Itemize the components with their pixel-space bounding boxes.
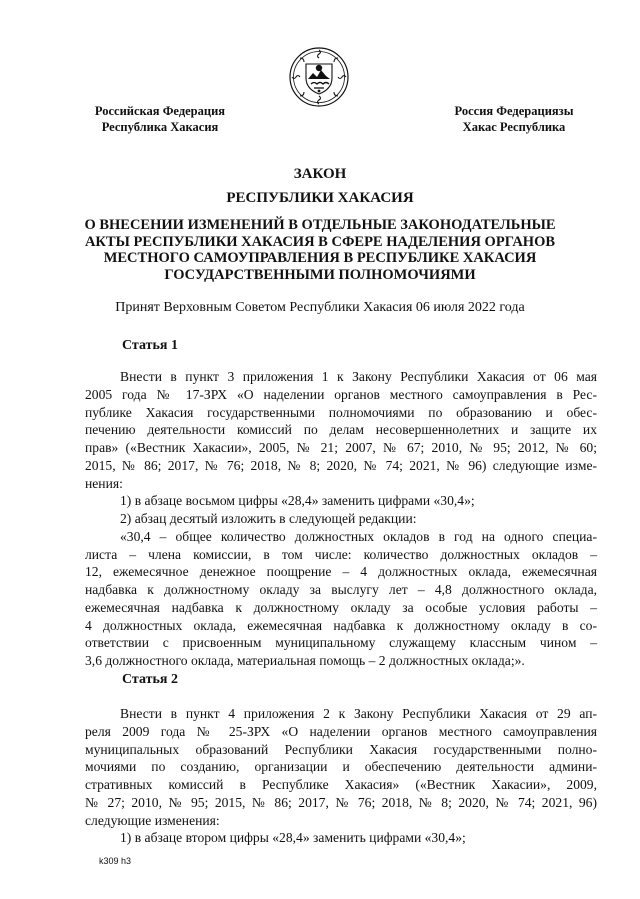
- text-line: № 27; 2010, № 95; 2015, № 86; 2017, № 76; 2018, № 8; 2020, № 74; 2021, 96): [85, 794, 597, 810]
- document-code: k309 h3: [99, 856, 132, 866]
- text-line: 2) абзац десятый изложить в следующей редакции:: [120, 511, 417, 526]
- header-right-line: Россия Федерациязы: [454, 104, 574, 118]
- text-line: реля 2009 года № 25-ЗРХ «О наделении органов местного самоуправления: [85, 723, 597, 739]
- text-line: ежемесячная надбавка к должностному окладу за особые условия работы –: [85, 599, 597, 615]
- text-line: листа – члена комиссии, в том числе: количество должностных окладов –: [85, 546, 597, 562]
- article-2-heading: Статья 2: [122, 672, 178, 687]
- header-right-line: Хакас Республика: [462, 120, 566, 134]
- text-line: Внести в пункт 4 приложения 2 к Закону Республики Хакасия от 29 ап-: [120, 706, 597, 721]
- header-right: [440, 103, 588, 135]
- header-left: [86, 103, 234, 135]
- text-line: 1) в абзаце восьмом цифры «28,4» заменить цифрами «30,4»;: [120, 493, 475, 509]
- adoption-statement: Принят Верховным Советом Республики Хакасия 06 июля 2022 года: [115, 300, 525, 315]
- text-line: стративных комиссий в Республике Хакасия» («Вестник Хакасии», 2009,: [85, 777, 597, 792]
- article-1-text: [85, 368, 597, 670]
- text-line: печению деятельности комиссий по делам несовершеннолетних и защите их: [85, 422, 597, 438]
- law-title: [80, 162, 560, 210]
- law-subject-line: МЕСТНОГО САМОУПРАВЛЕНИЯ В РЕСПУБЛИКЕ ХАКАСИЯ: [103, 250, 537, 266]
- text-line: 2005 года № 17-ЗРХ «О наделении органов местного самоуправления в Рес-: [85, 386, 597, 402]
- article-1-heading: Статья 1: [122, 338, 178, 353]
- text-line: 3,6 должностного оклада, материальная помощь – 2 должностных оклада;».: [85, 653, 525, 668]
- text-line: 1) в абзаце втором цифры «28,4» заменить цифрами «30,4»;: [120, 830, 466, 846]
- law-title-line: РЕСПУБЛИКИ ХАКАСИЯ: [226, 190, 414, 206]
- text-line: мочиями по созданию, организации и обеспечению деятельности админи-: [85, 759, 597, 775]
- text-line: надбавка к должностному окладу за выслугу лет – 4,8 должностного оклада,: [85, 582, 597, 597]
- text-line: 4 должностных оклада, ежемесячная надбавка к должностному окладу в со-: [85, 617, 597, 633]
- text-line: публике Хакасия государственными полномочиями по образованию и обес-: [85, 404, 597, 420]
- text-line: нения:: [85, 475, 123, 491]
- text-line: 12, ежемесячное денежное поощрение – 4 должностных оклада, ежемесячная: [85, 564, 597, 580]
- header-left-line: Российская Федерация: [94, 104, 226, 118]
- header-left-line: Республика Хакасия: [101, 120, 219, 134]
- article-2-text: [85, 705, 597, 847]
- law-subject: [80, 217, 560, 283]
- text-line: 2015, № 86; 2017, № 76; 2018, № 8; 2020, № 74; 2021, № 96) следующие изме-: [85, 457, 597, 473]
- text-line: ответствии с присвоенным муниципальному служащему классным чином –: [85, 635, 597, 651]
- text-line: «30,4 – общее количество должностных окладов в год на одного специа-: [120, 528, 597, 544]
- coat-of-arms-icon: [288, 46, 350, 108]
- text-line: прав» («Вестник Хакасии», 2005, № 21; 2007, № 67; 2010, № 95; 2012, № 60;: [85, 440, 597, 455]
- text-line: следующие изменения:: [85, 812, 220, 828]
- law-subject-line: АКТЫ РЕСПУБЛИКИ ХАКАСИЯ В СФЕРЕ НАДЕЛЕНИЯ ОРГАНОВ: [84, 233, 556, 250]
- law-title-line: ЗАКОН: [293, 166, 347, 182]
- law-subject-line: ГОСУДАРСТВЕННЫМИ ПОЛНОМОЧИЯМИ: [164, 266, 476, 283]
- text-line: муниципальных образований Республики Хакасия государственными полно-: [85, 741, 597, 757]
- text-line: Внести в пункт 3 приложения 1 к Закону Республики Хакасия от 06 мая: [120, 369, 597, 384]
- law-subject-line: О ВНЕСЕНИИ ИЗМЕНЕНИЙ В ОТДЕЛЬНЫЕ ЗАКОНОДАТЕЛЬНЫЕ: [84, 217, 556, 233]
